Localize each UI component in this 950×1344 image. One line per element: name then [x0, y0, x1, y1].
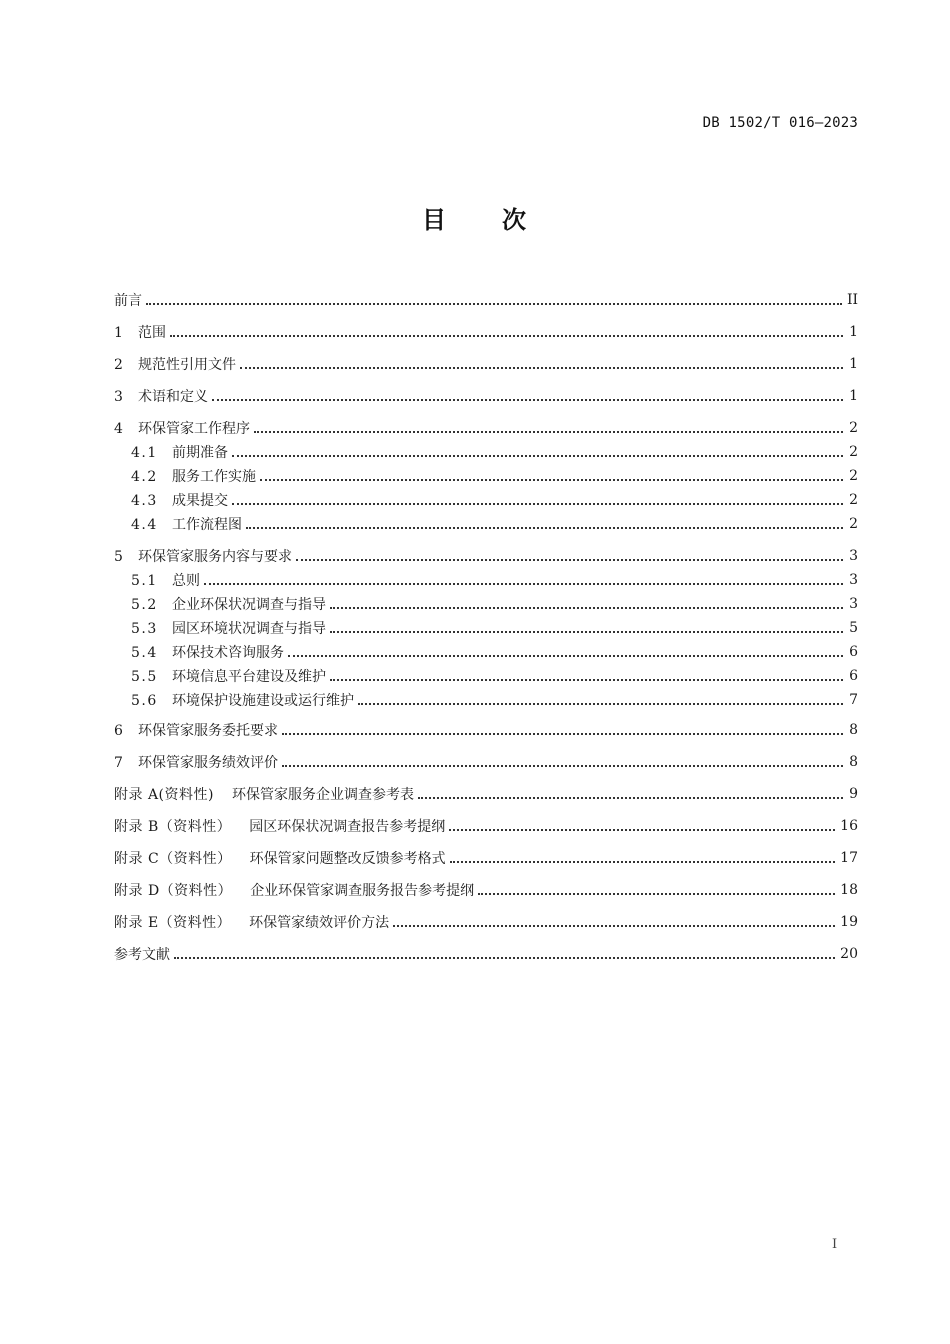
toc-entry-number: 4.2 — [131, 469, 158, 485]
toc-entry-text: 服务工作实施 — [172, 469, 256, 485]
toc-entry-5-1[interactable] — [114, 568, 858, 592]
toc-entry-label — [114, 642, 284, 662]
toc-entry-label — [114, 570, 200, 590]
toc-entry-number: 2 — [114, 357, 125, 373]
toc-entry-number: 5.2 — [131, 597, 158, 613]
toc-leader-dots — [296, 545, 843, 561]
toc-entry-label — [114, 752, 278, 772]
toc-entry-label — [114, 720, 278, 740]
toc-title-char-1: 目 — [422, 206, 448, 234]
toc-leader-dots — [232, 489, 843, 505]
toc-leader-dots — [246, 513, 843, 529]
toc-entry-label — [114, 618, 326, 638]
toc-entry-6[interactable] — [114, 718, 858, 742]
toc-leader-dots — [174, 943, 835, 959]
toc-entry-number: 4.3 — [131, 493, 158, 509]
toc-leader-dots — [260, 465, 843, 481]
toc-entry-label — [114, 466, 256, 486]
toc-entry-label — [114, 354, 236, 374]
toc-leader-dots — [232, 441, 843, 457]
toc-entry-4-3[interactable] — [114, 488, 858, 512]
toc-entry-text: 环保管家服务绩效评价 — [138, 755, 278, 771]
toc-entry-label — [114, 386, 208, 406]
toc-page-number: 18 — [840, 882, 858, 898]
toc-entry-text: 参考文献 — [114, 947, 170, 963]
toc-entry-text: 环保管家问题整改反馈参考格式 — [249, 851, 446, 867]
toc-leader-dots — [358, 689, 843, 705]
toc-leader-dots — [449, 815, 835, 831]
toc-entry-number: 7 — [114, 755, 125, 771]
toc-entry-text: 园区环境状况调查与指导 — [172, 621, 326, 637]
toc-leader-dots — [330, 617, 843, 633]
toc-entry-number: 附录 D（资料性） — [114, 883, 233, 899]
toc-page-number: 16 — [840, 818, 858, 834]
toc-entry-7[interactable] — [114, 750, 858, 774]
toc-entry-4-4[interactable] — [114, 512, 858, 536]
toc-entry-label — [114, 442, 228, 462]
toc-page-number: 1 — [849, 388, 858, 404]
toc-entry-appendix-e[interactable] — [114, 910, 858, 934]
toc-entry-number: 附录 C（资料性） — [114, 851, 232, 867]
toc-leader-dots — [450, 847, 836, 863]
toc-leader-dots — [478, 879, 835, 895]
toc-entry-label — [114, 322, 166, 342]
toc-page-number: 1 — [849, 324, 858, 340]
toc-page-number: 17 — [840, 850, 858, 866]
toc-title — [0, 200, 950, 235]
toc-page-number: 2 — [849, 468, 858, 484]
toc-page-number: 6 — [849, 668, 858, 684]
toc-entry-3[interactable] — [114, 384, 858, 408]
toc-entry-label — [114, 848, 446, 868]
toc-leader-dots — [330, 593, 843, 609]
toc-entry-5-4[interactable] — [114, 640, 858, 664]
toc-entry-number: 6 — [114, 723, 125, 739]
toc-entry-text: 规范性引用文件 — [138, 357, 236, 373]
toc-entry-label — [114, 784, 414, 804]
toc-entry-text: 环保技术咨询服务 — [172, 645, 284, 661]
toc-leader-dots — [240, 353, 843, 369]
toc-entry-number: 5 — [114, 549, 125, 565]
toc-leader-dots — [418, 783, 843, 799]
document-code: DB 1502/T 016—2023 — [702, 115, 858, 131]
toc-entry-text: 环保管家服务委托要求 — [138, 723, 278, 739]
toc-entry-number: 附录 B（资料性） — [114, 819, 232, 835]
toc-entry-text: 总则 — [172, 573, 200, 589]
toc-page-number: 19 — [840, 914, 858, 930]
toc-entry-label — [114, 944, 170, 964]
toc-entry-label — [114, 816, 445, 836]
toc-entry-number: 5.4 — [131, 645, 158, 661]
toc-entry-number: 5.3 — [131, 621, 158, 637]
toc-page-number: 3 — [849, 596, 858, 612]
toc-leader-dots — [393, 911, 835, 927]
toc-title-char-2: 次 — [502, 206, 528, 234]
toc-page-number: 2 — [849, 492, 858, 508]
toc-page-number: 2 — [849, 516, 858, 532]
toc-entry-appendix-a[interactable] — [114, 782, 858, 806]
toc-entry-number: 1 — [114, 325, 125, 341]
toc-entry-2[interactable] — [114, 352, 858, 376]
toc-leader-dots — [170, 321, 843, 337]
toc-entry-text: 术语和定义 — [138, 389, 208, 405]
toc-entry-text: 环保管家绩效评价方法 — [249, 915, 390, 931]
toc-entry-label — [114, 418, 250, 438]
toc-entry-5-6[interactable] — [114, 688, 858, 712]
toc-entry-appendix-c[interactable] — [114, 846, 858, 870]
toc-entry-appendix-d[interactable] — [114, 878, 858, 902]
toc-entry-text: 前期准备 — [172, 445, 228, 461]
toc-entry-label — [114, 690, 354, 710]
toc-entry-1[interactable] — [114, 320, 858, 344]
toc-entry-text: 企业环保状况调查与指导 — [172, 597, 326, 613]
toc-entry-5[interactable] — [114, 544, 858, 568]
toc-page-number: 2 — [849, 444, 858, 460]
toc-entry-appendix-b[interactable] — [114, 814, 858, 838]
toc-entry-number: 3 — [114, 389, 125, 405]
toc-page-number: 7 — [849, 692, 858, 708]
toc-entry-4-2[interactable] — [114, 464, 858, 488]
toc-entry-text: 工作流程图 — [172, 517, 242, 533]
toc-entry-5-2[interactable] — [114, 592, 858, 616]
toc-entry-number: 4 — [114, 421, 125, 437]
toc-entry-text: 环境信息平台建设及维护 — [172, 669, 326, 685]
toc-entry-5-5[interactable] — [114, 664, 858, 688]
toc-entry-text: 环保管家服务企业调查参考表 — [231, 787, 414, 803]
toc-entry-text: 企业环保管家调查服务报告参考提纲 — [250, 883, 475, 899]
toc-entry-number: 附录 A(资料性) — [114, 787, 214, 803]
toc-entry-label — [114, 880, 474, 900]
toc-page-number: 2 — [849, 420, 858, 436]
toc-entry-label — [114, 514, 242, 534]
toc-entry-number: 5.6 — [131, 693, 158, 709]
toc-entry-label — [114, 546, 292, 566]
toc-entry-number: 4.4 — [131, 517, 158, 533]
toc-entry-label — [114, 666, 326, 686]
toc-page-number: 3 — [849, 572, 858, 588]
toc-page-number: 9 — [849, 786, 858, 802]
toc-page-number: 5 — [849, 620, 858, 636]
toc-entry-text: 环境保护设施建设或运行维护 — [172, 693, 354, 709]
toc-entry-number: 4.1 — [131, 445, 158, 461]
toc-page-number: 3 — [849, 548, 858, 564]
toc-entry-references[interactable] — [114, 942, 858, 966]
toc-leader-dots — [254, 417, 843, 433]
toc-leader-dots — [330, 665, 843, 681]
toc-entry-4[interactable] — [114, 416, 858, 440]
toc-entry-label — [114, 490, 228, 510]
toc-page-number: 1 — [849, 356, 858, 372]
toc-entry-foreword[interactable] — [114, 288, 858, 312]
toc-entry-number: 5.5 — [131, 669, 158, 685]
toc-entry-5-3[interactable] — [114, 616, 858, 640]
toc-entry-label — [114, 594, 326, 614]
footer-page-number: I — [832, 1237, 838, 1252]
toc-page-number: 8 — [849, 754, 858, 770]
toc-entry-4-1[interactable] — [114, 440, 858, 464]
toc-page-number: 20 — [840, 946, 858, 962]
toc-leader-dots — [212, 385, 843, 401]
toc-leader-dots — [288, 641, 843, 657]
toc-leader-dots — [282, 751, 843, 767]
toc-entry-text: 环保管家服务内容与要求 — [138, 549, 292, 565]
toc-page-number: 8 — [849, 722, 858, 738]
toc-entry-label — [114, 290, 142, 310]
toc-entry-text: 前言 — [114, 293, 142, 309]
toc-entry-text: 环保管家工作程序 — [138, 421, 250, 437]
toc-page-number: 6 — [849, 644, 858, 660]
toc-entry-text: 成果提交 — [172, 493, 228, 509]
toc-leader-dots — [146, 289, 842, 305]
toc-entry-text: 园区环保状况调查报告参考提纲 — [249, 819, 446, 835]
toc-leader-dots — [282, 719, 843, 735]
toc-entry-number: 5.1 — [131, 573, 158, 589]
toc-leader-dots — [204, 569, 843, 585]
toc-page-number: II — [846, 292, 858, 308]
toc-entry-number: 附录 E（资料性） — [114, 915, 232, 931]
toc-entry-text: 范围 — [138, 325, 166, 341]
toc-entry-label — [114, 912, 389, 932]
